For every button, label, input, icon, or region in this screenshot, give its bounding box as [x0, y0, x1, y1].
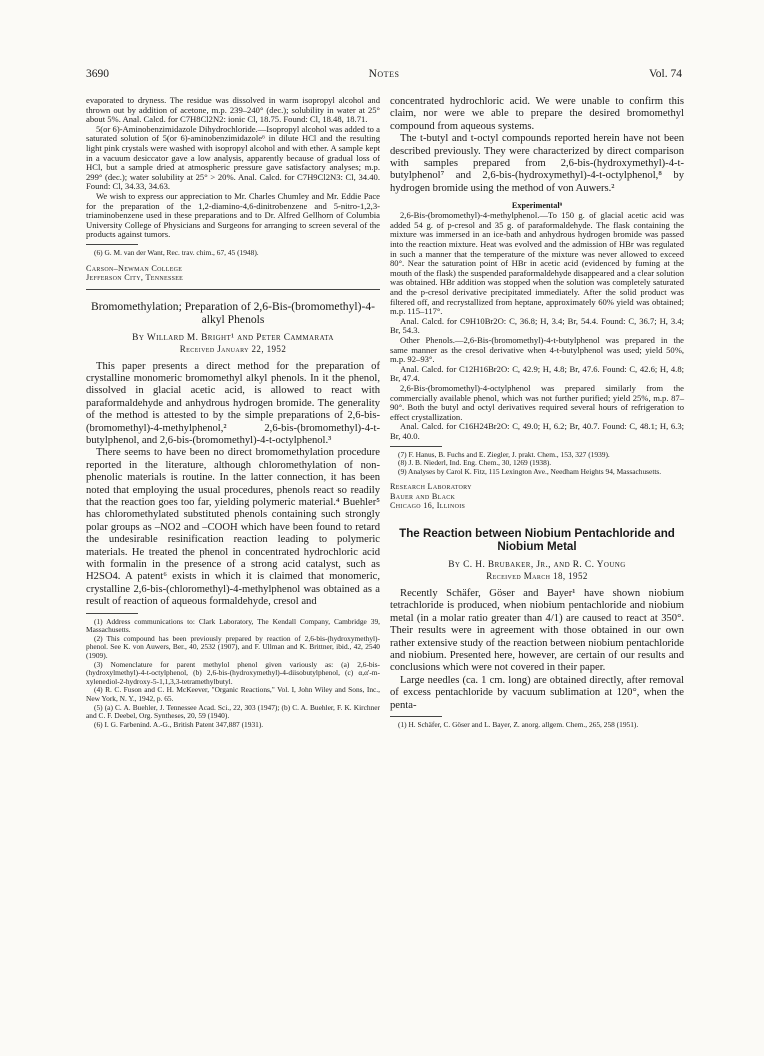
- footnote-rule: [86, 613, 138, 614]
- paragraph: 2,6-Bis-(bromomethyl)-4-methylphenol.—To 150 g. of glacial acetic acid was added 54 g. of p-cresol and 35 g. of paraformaldehyde. The flask containing the mixture was immersed in an ice-bath and anhydrous hydrogen bromide was passed into the reaction mixture. Heat was evolved and the admission of HBr was regulated in such a manner that the temperature of the mixture was never allowed to exceed 80°. Near the saturation point of HBr in acetic acid (evidenced by fuming at the mouth of the flask) the suspended paraformaldehyde disappeared and a clear solution was obtained. HBr addition was stopped when the solution was completely saturated and the p-cresol derivative precipitated immediately. After the solid product was filtered off, and recrystallized from heptane, approximately 60% yield was obtained; m.p. 115–117°.: [390, 210, 684, 317]
- footnote: (8) J. B. Niederl, Ind. Eng. Chem., 30, 1269 (1938).: [398, 458, 552, 468]
- running-header: [86, 68, 682, 82]
- paragraph: This paper presents a direct method for the preparation of crystalline monomeric bromomethyl alkyl phenols. In it the phenol, dissolved in glacial acetic acid, is allowed to react with paraformaldehyde and anhydrous hydrogen bromide. The generality of the method is attested to by the simple preparations of 2,6-bis-(bromomethyl)-4-methylphenol,² 2,6-bis-(bromomethyl)-4-t-butylphenol, and 2,6-bis-(bromomethyl)-4-t-octylphenol.³: [86, 360, 380, 446]
- section-heading: Experimental⁹: [511, 201, 563, 211]
- paragraph: Anal. Calcd. for C16H24Br2O: C, 49.0; H, 6.2; Br, 40.7. Found: C, 48.1; H, 6.3; Br, 40.0.: [390, 421, 684, 441]
- paragraph: Large needles (ca. 1 cm. long) are obtained directly, after removal of excess pentachloride by vacuum sublimation at 120°, when the penta-: [390, 674, 684, 711]
- footnote: (6) I. G. Farbenind. A.-G., British Patent 347,887 (1931).: [94, 719, 264, 729]
- paragraph: 2,6-Bis-(bromomethyl)-4-octylphenol was prepared similarly from the commercially available phenol, which was not further purified; yield 25%, m.p. 87–90°. Both the butyl and octyl derivatives required several hours of refrigeration to effect crystallization.: [390, 382, 684, 422]
- article-title: Bromomethylation; Preparation of 2,6-Bis-(bromomethyl)-4-alkyl Phenols: [91, 299, 375, 327]
- paragraph: There seems to have been no direct bromomethylation procedure reported in the literature, although chloromethylation of non-phenolic materials is routine. In the latter connection, it has been noted that employing the usual procedures, phenols react so readily that the reaction goes too far, yielding polymeric material.⁴ Buehler⁵ has chloromethylated substituted phenols containing such strongly polar groups as –NO2 and –COOH which have been found to retard the undesirable resinification reaction leading to polymeric materials. He treated the phenol in concentrated hydrochloric acid with formalin in the presence of a strong acid catalyst, such as H2SO4. A patent⁶ exists in which it is claimed that monomeric, crystalline 2,6-bis-(chloromethyl)-4-methylphenol was obtained as a result of reaction of aqueous formaldehyde, cresol and: [86, 447, 380, 608]
- footnote: (6) G. M. van der Want, Rec. trav. chim., 67, 45 (1948).: [94, 247, 259, 257]
- paragraph: Anal. Calcd. for C12H16Br2O: C, 42.9; H, 4.8; Br, 47.6. Found: C, 42.6; H, 4.8; Br, 47.4.: [390, 363, 684, 384]
- footnote: (2) This compound has been previously prepared by reaction of 2,6-bis-(hydroxymethyl)-phenol. See K. von Auwers, Ber., 40, 2532 (1907), and F. Ullman and K. Brittner, ibid., 42, 2540 (1909).: [86, 633, 380, 660]
- affiliation-line: Chicago 16, Illinois: [390, 501, 466, 511]
- footnote: (7) F. Hanus, B. Fuchs and E. Ziegler, J. prakt. Chem., 153, 327 (1939).: [398, 449, 610, 459]
- affiliation-line: Jefferson City, Tennessee: [86, 273, 184, 283]
- received-date: Received March 18, 1952: [486, 570, 588, 581]
- section-name: Notes: [368, 68, 400, 80]
- right-column: [390, 96, 684, 730]
- paragraph: concentrated hydrochloric acid. We were unable to confirm this claim, nor were we able to prepare the desired bromomethyl compound from aqueous systems.: [390, 96, 684, 132]
- byline: By Willard M. Bright¹ and Peter Cammarata: [132, 332, 334, 343]
- footnote: (1) H. Schäfer, C. Göser and L. Bayer, Z. anorg. allgem. Chem., 265, 258 (1951).: [398, 719, 639, 729]
- received-date: Received January 22, 1952: [179, 343, 287, 354]
- footnote: (1) Address communications to: Clark Laboratory, The Kendall Company, Cambridge 39, Massachusetts.: [86, 616, 380, 635]
- paragraph: We wish to express our appreciation to Mr. Charles Chumley and Mr. Eddie Pace for the preparation of the 1,2-diamino-4,6-dinitrobenzene and 5-nitro-1,2,3-triaminobenzene used in these preparations and to Dr. Alfred Gellhorn of Columbia University College of Physicians and Surgeons for arranging to screen several of the products against tumors.: [86, 190, 380, 240]
- footnote: (9) Analyses by Carol K. Fitz, 115 Lexington Ave., Needham Heights 94, Massachusetts.: [398, 466, 662, 476]
- footnote-rule: [390, 446, 442, 447]
- paragraph: Recently Schäfer, Göser and Bayer¹ have shown niobium tetrachloride is produced, when niobium pentachloride and niobium metal (in a molar ratio greater than 4/1) are caused to react at 350°. Their results were in agreement with those obtained in our own rather extensive study of the reaction between niobium pentachloride and niobium. Presented here, however, are certain of our results and conclusions which were not covered in their paper.: [390, 587, 684, 674]
- page-number: 3690: [86, 68, 109, 80]
- affiliation-line: Carson–Newman College: [86, 263, 183, 273]
- footnote: (5) (a) C. A. Buehler, J. Tennessee Acad. Sci., 22, 303 (1947); (b) C. A. Buehler, F. K. Kirchner and C. F. Deebel, Org. Syntheses, 20, 59 (1940).: [86, 702, 380, 721]
- affiliation-line: Research Laboratory: [390, 482, 472, 492]
- left-column: [86, 96, 380, 729]
- paragraph: Anal. Calcd. for C9H10Br2O: C, 36.8; H, 3.4; Br, 54.4. Found: C, 36.7; H, 3.4; Br, 54.3.: [390, 315, 684, 336]
- footnote-rule: [86, 244, 138, 245]
- footnote: (4) R. C. Fuson and C. H. McKeever, "Organic Reactions," Vol. I, John Wiley and Sons, Inc., New York, N. Y., 1942, p. 65.: [86, 685, 380, 703]
- volume-number: Vol. 74: [648, 68, 682, 80]
- affiliation-line: Bauer and Black: [390, 491, 456, 501]
- paragraph: The t-butyl and t-octyl compounds reported herein have not been described previously. They were characterized by direct comparison with samples prepared from 2,6-bis-(hydroxymethyl)-4-t-butylphenol⁷ and 2,6-bis-(hydroxymethyl)-4-t-octylphenol,⁸ by hydrogen bromide using the method of von Auwers.²: [390, 133, 684, 194]
- article-title: The Reaction between Niobium Pentachloride and Niobium Metal: [399, 527, 675, 554]
- footnote-rule: [390, 716, 442, 717]
- byline: By C. H. Brubaker, Jr., and R. C. Young: [448, 559, 626, 570]
- article-divider: [86, 289, 380, 290]
- paragraph: Other Phenols.—2,6-Bis-(bromomethyl)-4-t-butylphenol was prepared in the same manner as the cresol derivative when 4-t-butylphenol was used; yield 50%, m.p. 92–93°.: [390, 334, 684, 365]
- footnote: (3) Nomenclature for parent methylol phenol given variously as: (a) 2,6-bis-(hydroxylmethyl)-4-t-octylphenol, (b) 2,6-bis-(hydroxymethyl)-4-diisobutylphenol, (c) α,α'-m-xylenediol-2-hydroxy-5-1,1,3,3-tetramethylbutyl.: [86, 659, 380, 686]
- paragraph: 5(or 6)-Aminobenzimidazole Dihydrochloride.—Isopropyl alcohol was added to a saturated solution of 5(or 6)-aminobenzimidazole⁶ in dilute HCl and the resulting light pink crystals were washed with isopropyl alcohol and with ether. A sample kept in a vacuum desiccator gave a low analysis, apparently because of gradual loss of HCl, but a sample dried at atmospheric pressure gave satisfactory analyses; m.p. 299° (dec.); water solubility at 25° > 20%. Anal. Calcd. for C7H9Cl2N3: Cl, 34.40. Found: Cl, 34.33, 34.63.: [86, 123, 380, 192]
- paragraph: evaporated to dryness. The residue was dissolved in warm isopropyl alcohol and thrown out by addition of acetone, m.p. 239–240° (dec.); solubility in water at 25° about 5%. Anal. Calcd. for C7H8Cl2N2: ionic Cl, 18.75. Found: Cl, 18.48, 18.71.: [86, 95, 380, 125]
